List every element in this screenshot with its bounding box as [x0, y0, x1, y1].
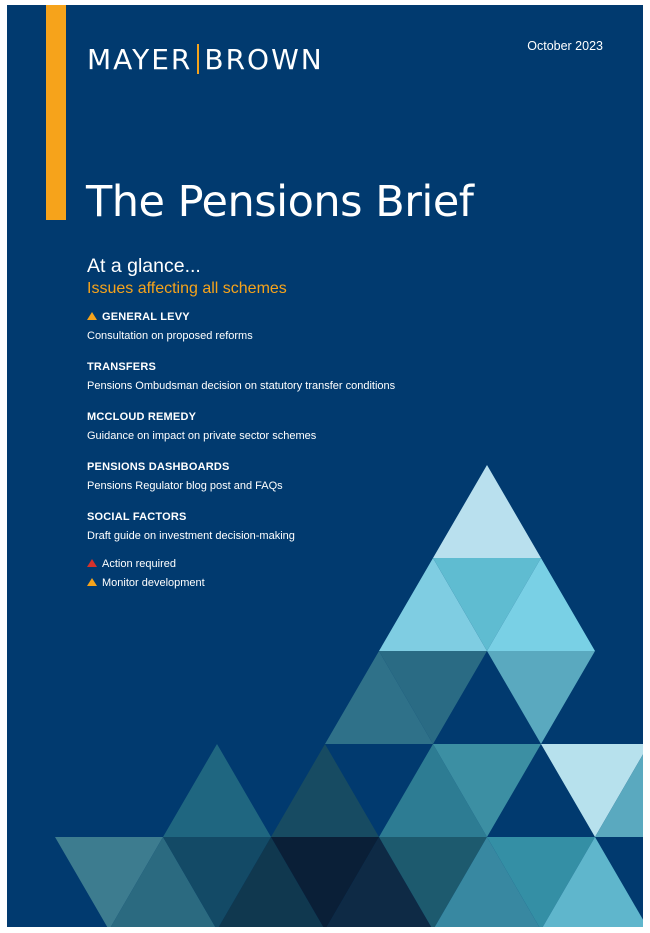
- logo-text-left: MAYER: [87, 43, 193, 76]
- triangle-shape: [433, 465, 541, 558]
- issue-heading: SOCIAL FACTORS: [87, 511, 187, 523]
- glance-heading: At a glance...: [87, 255, 201, 277]
- legend-action-required: Action required: [87, 555, 205, 574]
- issue-heading: TRANSFERS: [87, 361, 157, 373]
- logo-text-right: BROWN: [204, 43, 324, 76]
- issue-heading: PENSIONS DASHBOARDS: [87, 461, 230, 473]
- decorative-triangle-pattern: [7, 5, 643, 927]
- issue-description: Draft guide on investment decision-making: [87, 530, 295, 542]
- cover-page: [7, 5, 643, 927]
- glance-subheading: Issues affecting all schemes: [87, 280, 287, 297]
- publication-date: October 2023: [527, 39, 603, 53]
- triangle-shape: [487, 651, 595, 744]
- issue-heading: MCCLOUD REMEDY: [87, 411, 197, 423]
- document-title: The Pensions Brief: [86, 177, 474, 227]
- triangle-shape: [271, 744, 379, 837]
- issue-description: Pensions Regulator blog post and FAQs: [87, 480, 283, 492]
- triangle-shape: [163, 744, 271, 837]
- legend-monitor-development: Monitor development: [87, 574, 205, 593]
- issue-description: Pensions Ombudsman decision on statutory transfer conditions: [87, 380, 396, 392]
- issue-description: Consultation on proposed reforms: [87, 330, 253, 342]
- issue-description: Guidance on impact on private sector schemes: [87, 430, 317, 442]
- issue-heading: GENERAL LEVY: [87, 308, 487, 326]
